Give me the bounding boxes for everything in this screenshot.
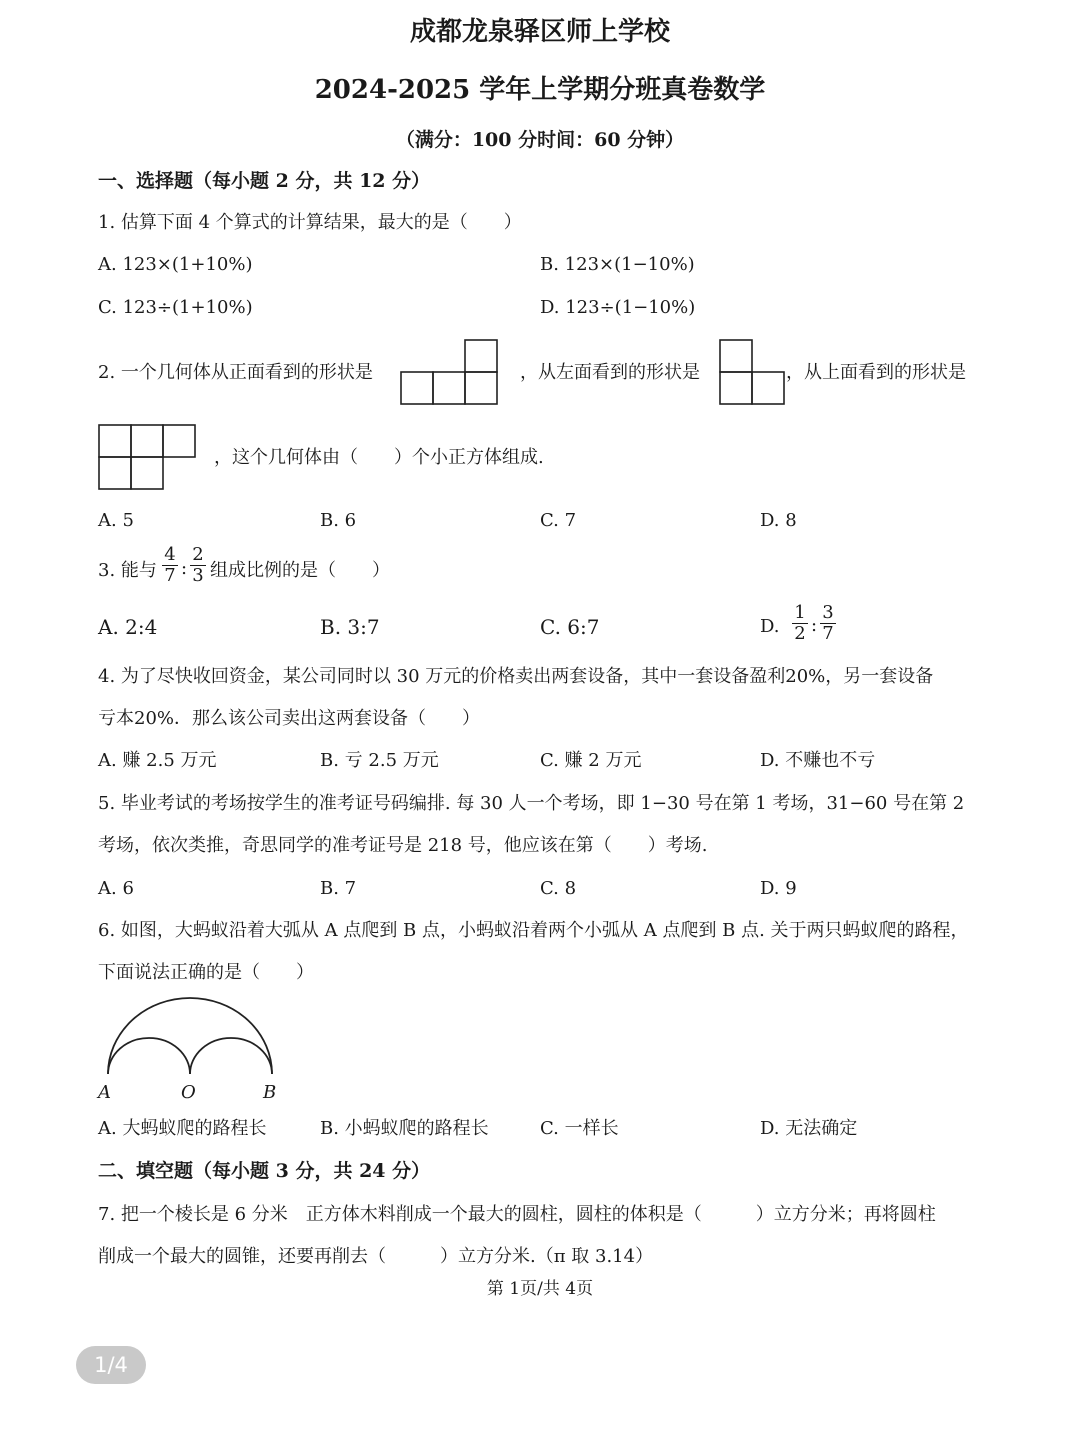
question-4-option-b: B. 亏 2.5 万元	[320, 750, 439, 771]
question-6-option-d: D. 无法确定	[760, 1118, 858, 1139]
question-2-text-part3: ，从上面看到的形状是	[786, 362, 966, 383]
fraction-numerator: 4	[162, 545, 178, 566]
question-3-option-d-fraction-1-2	[792, 603, 808, 644]
school-name: 成都龙泉驿区师上学校	[409, 17, 670, 47]
question-1-option-c: C. 123÷(1+10%)	[98, 297, 253, 318]
question-5-option-b: B. 7	[320, 878, 357, 899]
question-2-option-c: C. 7	[540, 510, 577, 531]
question-2-text-part4: ，这个几何体由（ ）个小正方体组成.	[214, 447, 544, 468]
point-label-b: B	[263, 1082, 277, 1103]
small-arc-left	[108, 1038, 190, 1074]
question-1-stem: 1. 估算下面 4 个算式的计算结果，最大的是（ ）	[98, 212, 522, 233]
question-3-option-c: C. 6:7	[540, 615, 600, 639]
question-6-option-c: C. 一样长	[540, 1118, 619, 1139]
fraction-numerator: 3	[820, 603, 836, 624]
section-2-heading: 二、填空题（每小题 3 分，共 24 分）	[98, 1160, 431, 1182]
question-7-line-1: 7. 把一个棱长是 6 分米 正方体木料削成一个最大的圆柱，圆柱的体积是（ ）立方分米；再将圆柱	[98, 1204, 936, 1225]
question-3-fraction-2-3	[190, 545, 206, 586]
point-label-o: O	[181, 1082, 196, 1103]
point-label-a: A	[98, 1082, 111, 1103]
question-6-option-b: B. 小蚂蚁爬的路程长	[320, 1118, 489, 1139]
exam-title: 2024-2025 学年上学期分班真卷数学	[314, 75, 766, 105]
large-arc	[108, 998, 272, 1074]
exam-subtitle: （满分：100 分时间：60 分钟）	[395, 129, 685, 151]
question-3-colon: :	[181, 558, 188, 579]
question-6-line-1: 6. 如图，大蚂蚁沿着大弧从 A 点爬到 B 点，小蚂蚁沿着两个小弧从 A 点爬到 B 点. 关于两只蚂蚁爬的路程，	[98, 920, 969, 941]
question-3-option-d-fraction-3-7	[820, 603, 836, 644]
question-3-option-d-label: D.	[760, 616, 780, 637]
question-3-option-b: B. 3:7	[320, 615, 380, 639]
page-footer: 第 1页/共 4页	[486, 1279, 594, 1299]
question-4-option-c: C. 赚 2 万元	[540, 750, 642, 771]
question-1-option-a: A. 123×(1+10%)	[98, 254, 253, 275]
question-5-option-d: D. 9	[760, 878, 797, 899]
question-4-option-d: D. 不赚也不亏	[760, 750, 876, 771]
question-4-line-1: 4. 为了尽快收回资金，某公司同时以 30 万元的价格卖出两套设备，其中一套设备盈利20%，另一套设备	[98, 666, 934, 687]
question-3-prefix: 3. 能与	[98, 560, 157, 581]
left-view-figure	[718, 338, 786, 406]
question-7-line-2: 削成一个最大的圆锥，还要再削去（ ）立方分米.（π 取 3.14）	[98, 1246, 654, 1267]
question-2-option-a: A. 5	[98, 510, 134, 531]
question-5-option-a: A. 6	[98, 878, 134, 899]
semicircle-arcs-figure	[104, 996, 276, 1080]
question-5-option-c: C. 8	[540, 878, 577, 899]
fraction-denominator: 3	[192, 565, 204, 586]
small-arc-right	[190, 1038, 272, 1074]
fraction-denominator: 7	[822, 623, 834, 644]
question-2-text-part1: 2. 一个几何体从正面看到的形状是	[98, 362, 373, 383]
page-indicator-badge[interactable]: 1/4	[76, 1346, 146, 1384]
fraction-denominator: 2	[794, 623, 806, 644]
fraction-numerator: 2	[190, 545, 206, 566]
question-3-option-d-colon: :	[811, 615, 818, 636]
question-1-option-d: D. 123÷(1−10%)	[540, 297, 696, 318]
question-2-option-b: B. 6	[320, 510, 357, 531]
question-4-option-a: A. 赚 2.5 万元	[98, 750, 217, 771]
question-1-option-b: B. 123×(1−10%)	[540, 254, 695, 275]
section-1-heading: 一、选择题（每小题 2 分，共 12 分）	[98, 170, 431, 192]
question-4-line-2: 亏本20%．那么该公司卖出这两套设备（ ）	[98, 708, 481, 729]
fraction-denominator: 7	[164, 565, 176, 586]
question-6-line-2: 下面说法正确的是（ ）	[98, 962, 314, 983]
front-view-figure	[400, 338, 500, 406]
top-view-figure	[97, 423, 197, 491]
question-6-option-a: A. 大蚂蚁爬的路程长	[98, 1118, 267, 1139]
question-5-line-2: 考场，依次类推，奇思同学的准考证号是 218 号，他应该在第（ ）考场.	[98, 835, 708, 856]
question-3-suffix: 组成比例的是（ ）	[210, 560, 390, 581]
fraction-numerator: 1	[792, 603, 808, 624]
question-2-text-part2: ，从左面看到的形状是	[520, 362, 700, 383]
question-5-line-1: 5. 毕业考试的考场按学生的准考证号码编排. 每 30 人一个考场，即 1−30 号在第 1 考场，31−60 号在第 2	[98, 793, 965, 814]
question-2-option-d: D. 8	[760, 510, 797, 531]
question-3-fraction-4-7	[162, 545, 178, 586]
question-3-option-a: A. 2:4	[98, 615, 158, 639]
